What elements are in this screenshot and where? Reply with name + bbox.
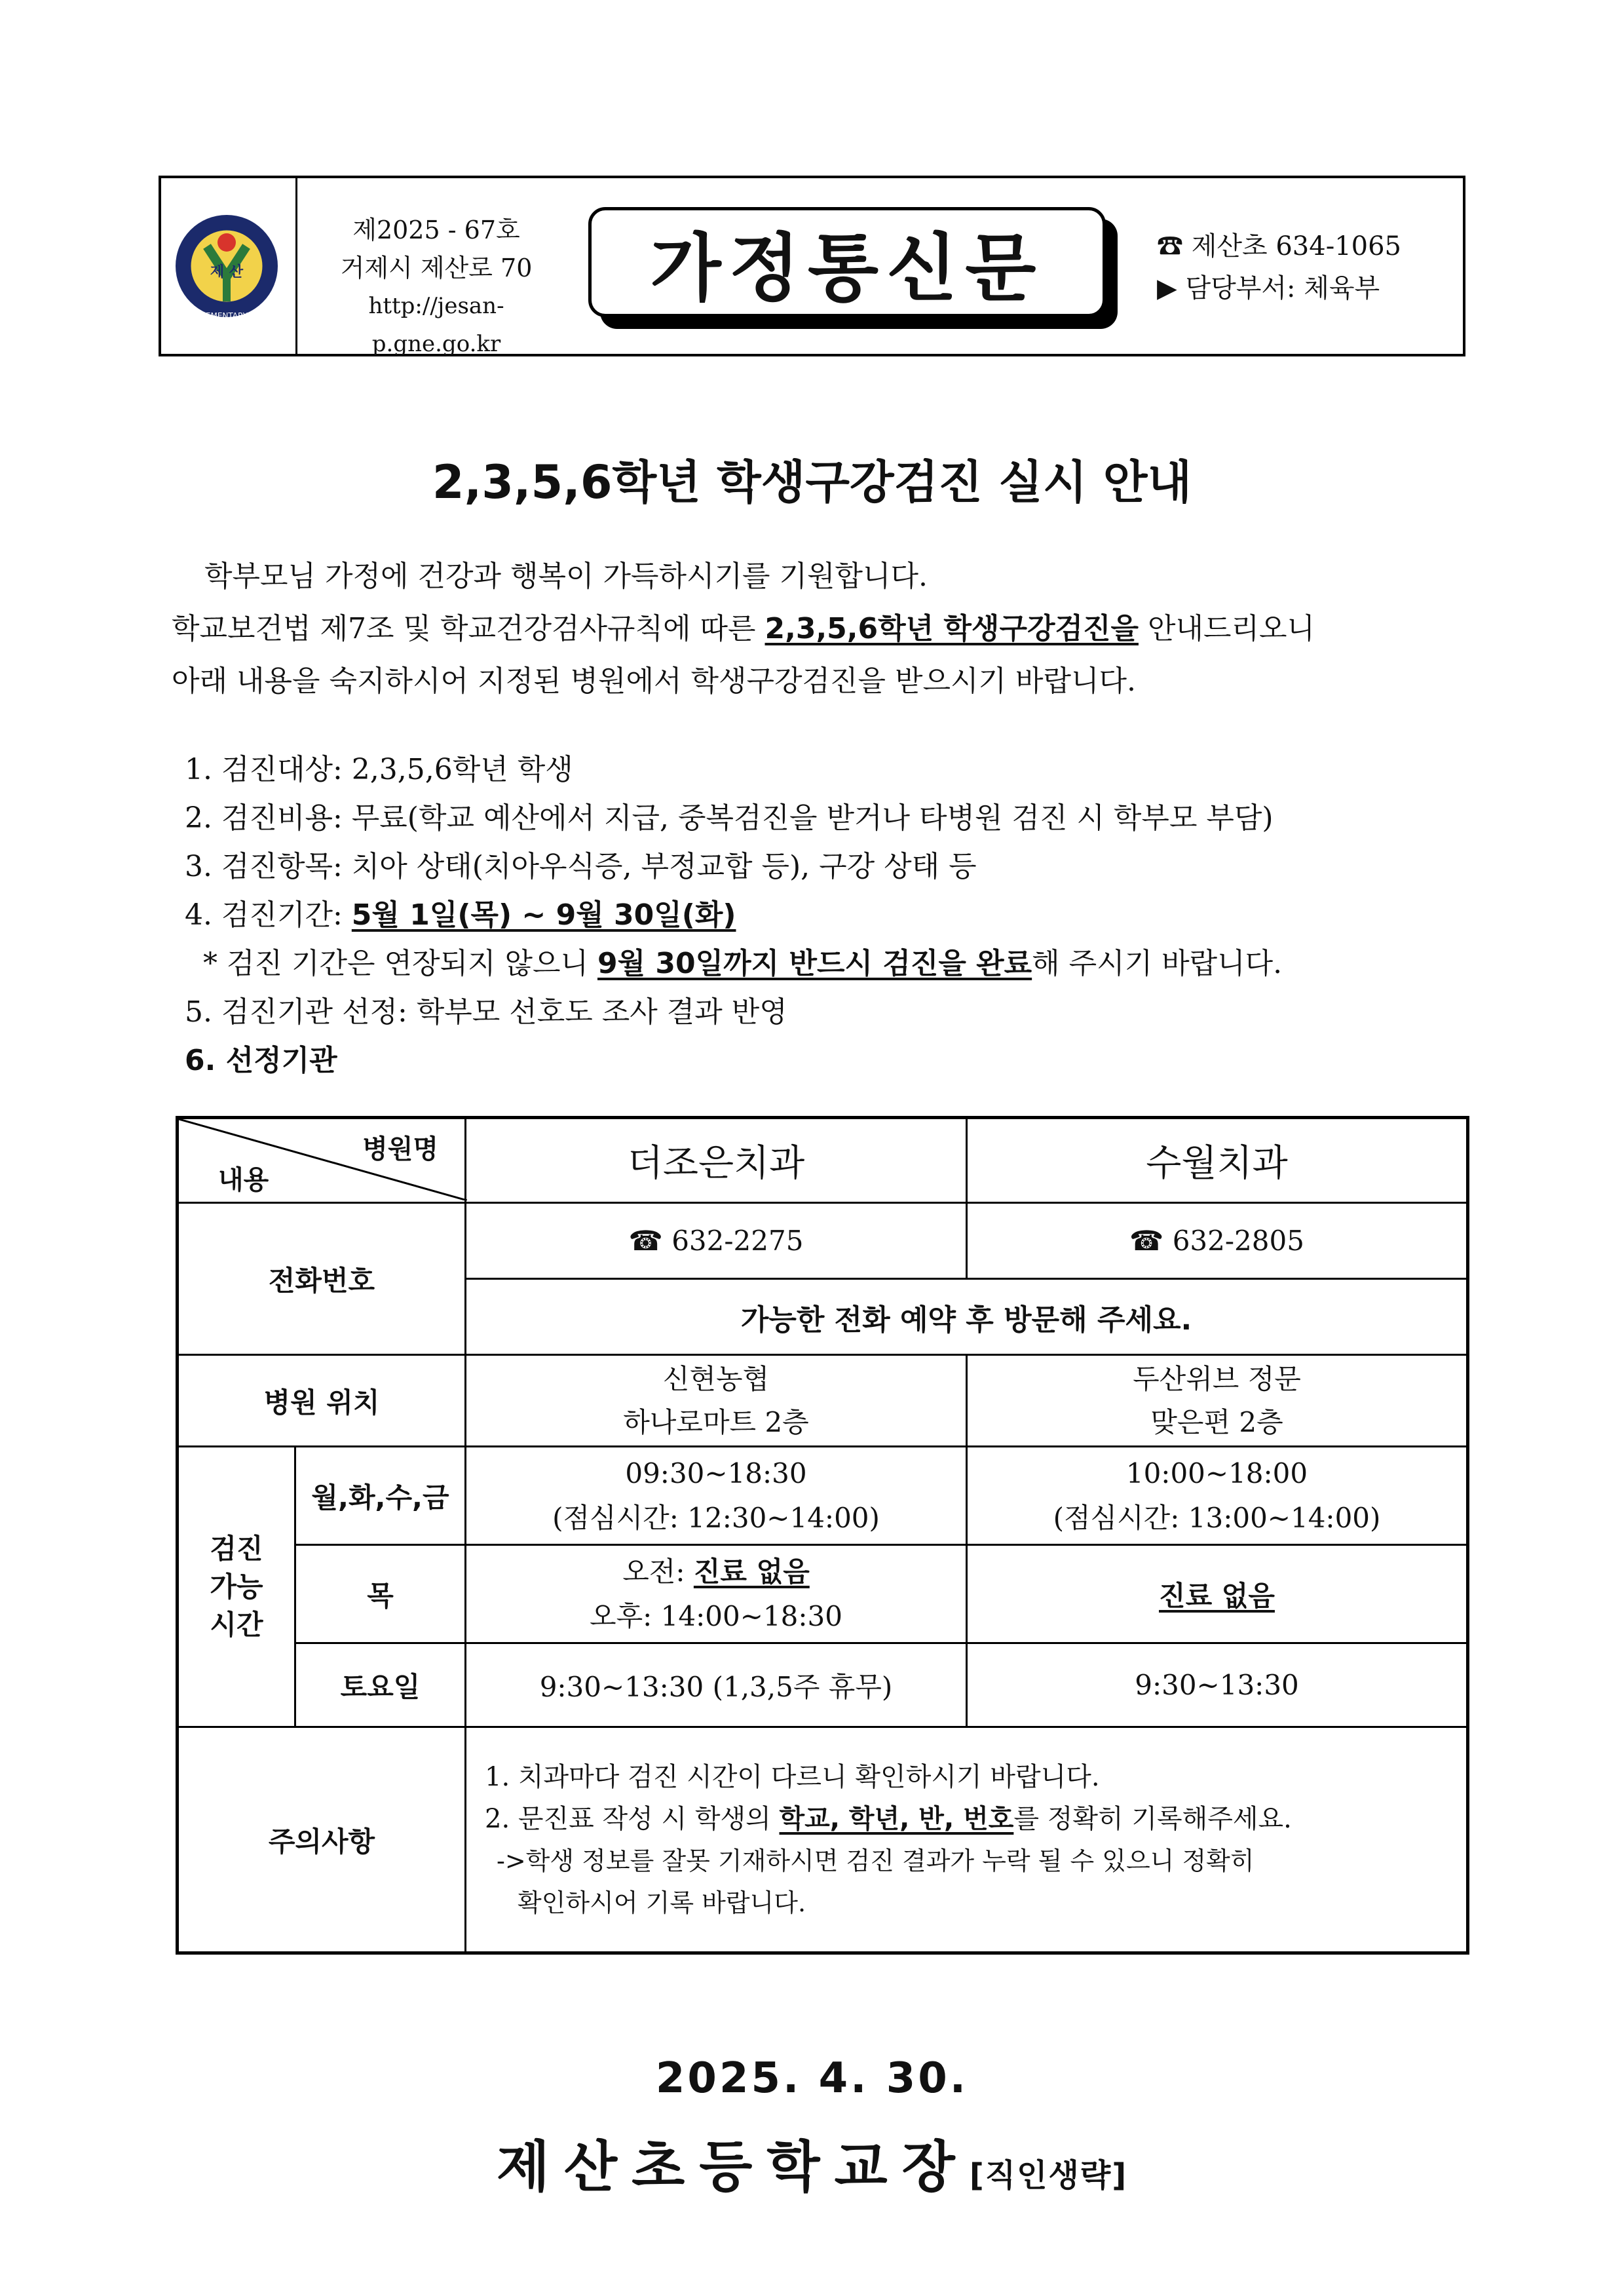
note-4: 확인하시어 기록 바랍니다.	[518, 1888, 806, 1917]
corner-header-cell	[178, 1118, 466, 1203]
wk2-a: 10:00~18:00	[1125, 1457, 1308, 1489]
list-item-target: 1. 검진대상: 2,3,5,6학년 학생	[185, 753, 573, 786]
hours-label	[178, 1447, 295, 1727]
phone-label: 전화번호	[178, 1203, 466, 1355]
intro-line-3: 아래 내용을 숙지하시어 지정된 병원에서 학생구강검진을 받으시기 바랍니다.	[172, 664, 1137, 698]
thu1-a	[466, 1550, 966, 1594]
intro-line-2	[172, 603, 1469, 655]
wk1-a: 09:30~18:30	[625, 1457, 807, 1489]
issue-number: 제2025 - 67호	[352, 216, 520, 244]
loc1-line-a: 신현농협	[662, 1362, 770, 1395]
hospital-2-location	[967, 1355, 1468, 1447]
location-label: 병원 위치	[178, 1355, 466, 1447]
intro-paragraph	[172, 550, 1469, 708]
school-url[interactable]: http://jesan-p.gne.go.kr	[368, 293, 504, 357]
phone-note: 가능한 전화 예약 후 방문해 주세요.	[466, 1279, 1468, 1355]
header-info-right	[1157, 225, 1401, 309]
table-row	[178, 1203, 1468, 1279]
notes-content	[466, 1727, 1468, 1953]
corner-bottom-label: 내용	[218, 1165, 269, 1195]
seal-omitted: [직인생략]	[969, 2157, 1128, 2194]
thursday-label: 목	[295, 1545, 466, 1643]
hospital-2-thursday-hours	[967, 1545, 1468, 1643]
period-value: 5월 1일(목) ~ 9월 30일(화)	[351, 898, 736, 932]
hospital-2-weekday-hours	[967, 1447, 1468, 1545]
school-address: 거제시 제산로 70	[340, 254, 533, 282]
hospital-1-name: 더조은치과	[466, 1118, 967, 1203]
department: ▶ 담당부서: 체육부	[1157, 273, 1380, 303]
wk1-b: (점심시간: 12:30~14:00)	[552, 1501, 880, 1534]
thu1-b: 오후: 14:00~18:30	[590, 1599, 842, 1632]
intro-line-1: 학부모님 가정에 건강과 행복이 가득하시기를 기원합니다.	[204, 560, 928, 593]
intro-line-2-pre: 학교보건법 제7조 및 학교건강검사규칙에 따른	[172, 612, 765, 645]
hours-label-3: 시간	[210, 1608, 263, 1641]
thu1-a-pre: 오전:	[622, 1555, 694, 1588]
note-pre: * 검진 기간은 연장되지 않으니	[203, 947, 597, 980]
hospital-1-saturday-hours: 9:30~13:30 (1,3,5주 휴무)	[466, 1643, 967, 1727]
clinic-table	[176, 1116, 1469, 1955]
intro-line-2-underline: 2,3,5,6학년 학생구강검진을	[765, 612, 1139, 645]
logo-cell	[161, 178, 297, 354]
note-post: 해 주시기 바랍니다.	[1032, 947, 1283, 980]
note-2-post: 를 정확히 기록해주세요.	[1013, 1803, 1292, 1834]
table-row	[178, 1727, 1468, 1953]
list-item-selected-clinics: 6. 선정기관	[185, 1044, 337, 1077]
loc2-line-a: 두산위브 정문	[1133, 1362, 1301, 1395]
note-2-underline: 학교, 학년, 반, 번호	[779, 1803, 1014, 1834]
list-item-selection: 5. 검진기관 선정: 학부모 선호도 조사 결과 반영	[185, 995, 787, 1029]
logo-text: JESAN ELEMENTARY SCHOOL	[170, 311, 284, 320]
note-1: 1. 치과마다 검진 시간이 다르니 확인하시기 바랍니다.	[485, 1761, 1100, 1792]
school-logo-icon	[161, 178, 292, 354]
list-item-cost: 2. 검진비용: 무료(학교 예산에서 지급, 중복검진을 받거나 타병원 검진 시 학부모 부담)	[185, 801, 1274, 835]
school-phone: ☎ 제산초 634-1065	[1157, 231, 1402, 261]
hospital-1-location	[466, 1355, 967, 1447]
period-label: 4. 검진기간:	[185, 898, 352, 932]
signer	[0, 2123, 1624, 2202]
page-title: 2,3,5,6학년 학생구강검진 실시 안내	[432, 455, 1192, 509]
corner-top-label: 병원명	[362, 1134, 438, 1164]
hospital-2-phone: ☎ 632-2805	[967, 1203, 1468, 1279]
info-list	[185, 746, 1482, 1085]
weekday-label: 월,화,수,금	[295, 1447, 466, 1545]
signer-name: 제산초등학교장	[496, 2135, 970, 2199]
notes-label: 주의사항	[178, 1727, 466, 1953]
hospital-1-phone: ☎ 632-2275	[466, 1203, 967, 1279]
hospital-2-saturday-hours: 9:30~13:30	[967, 1643, 1468, 1727]
table-row	[178, 1118, 1468, 1203]
loc2-line-b: 맞은편 2층	[1150, 1406, 1283, 1438]
note-2	[485, 1798, 1466, 1840]
note-3: ->학생 정보를 잘못 기재하시면 검진 결과가 누락 될 수 있으니 정확히	[497, 1846, 1255, 1875]
thu2-underline: 진료 없음	[1159, 1579, 1275, 1612]
logo-chars: 제 산	[210, 264, 244, 280]
header-box	[159, 176, 1465, 356]
intro-line-2-post: 안내드리오니	[1138, 612, 1315, 645]
saturday-label: 토요일	[295, 1643, 466, 1727]
list-item-period	[185, 891, 1482, 940]
hospital-2-name: 수월치과	[967, 1118, 1468, 1203]
thu1-a-underline: 진료 없음	[693, 1555, 810, 1588]
hospital-1-thursday-hours	[466, 1545, 967, 1643]
table-row	[178, 1643, 1468, 1727]
note-2-pre: 2. 문진표 작성 시 학생의	[485, 1803, 780, 1834]
list-item-contents: 3. 검진항목: 치아 상태(치아우식증, 부정교합 등), 구강 상태 등	[185, 850, 977, 883]
table-row	[178, 1447, 1468, 1545]
issue-date: 2025. 4. 30.	[655, 2054, 969, 2103]
table-row	[178, 1355, 1468, 1447]
hospital-1-weekday-hours	[466, 1447, 967, 1545]
hours-label-1: 검진	[210, 1532, 263, 1565]
note-underline: 9월 30일까지 반드시 검진을 완료	[597, 947, 1032, 980]
wk2-b: (점심시간: 13:00~14:00)	[1053, 1501, 1381, 1534]
list-item-note	[185, 940, 1482, 988]
table-row	[178, 1545, 1468, 1643]
header-info-left	[305, 211, 567, 363]
hours-label-2: 가능	[210, 1570, 263, 1603]
loc1-line-b: 하나로마트 2층	[623, 1406, 809, 1438]
newsletter-title: 가정통신문	[588, 207, 1106, 317]
